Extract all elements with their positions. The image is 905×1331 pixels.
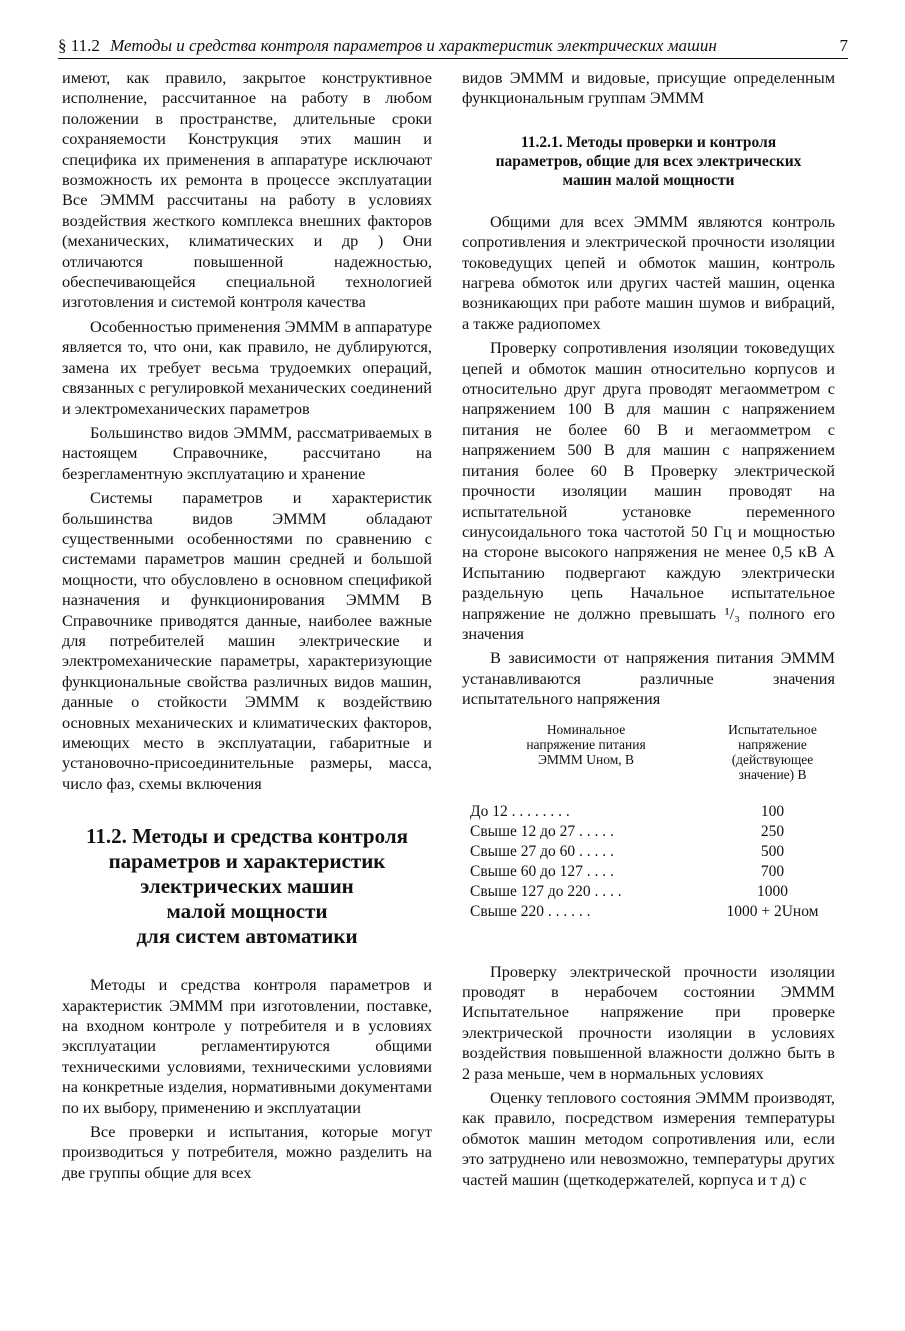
header-line: (действующее	[731, 751, 814, 767]
table-row	[462, 862, 835, 882]
test-voltage-cell: 500	[760, 842, 785, 860]
subsection-title	[468, 133, 829, 190]
test-voltage-table	[462, 722, 835, 922]
subsection-title-line: параметров, общие для всех электрических	[495, 152, 802, 170]
page-number: 7	[839, 36, 848, 55]
section-title-line: электрических машин	[140, 874, 354, 899]
paragraph: Все проверки и испытания, которые могут производиться у потребителя, можно разделить на две группы общие для всех	[62, 1122, 432, 1182]
table-row	[462, 882, 835, 902]
table-row	[462, 902, 835, 922]
header-line: ЭММM Uном, В	[537, 751, 635, 767]
subsection-title-line: машин малой мощности	[562, 171, 735, 189]
paragraph: имеют, как правило, закрытое конструктивное исполнение, рассчитанное на работу в любом положении в пространстве, длительные сроки сохраняемости Конструкция этих машин и специфика их применения в аппаратуре исключают возможность их ремонта в процессе эксплуатации Все ЭММM рассчитаны на работу в условиях воздействия жесткого комплекса внешних факторов (механических, климатических и др ) Они отличаются повышенной надежностью, обеспечивающейся специальной технологией изготовления и системой контроля качества	[62, 68, 432, 312]
header-line: напряжение питания	[526, 736, 646, 752]
paragraph: Методы и средства контроля параметров и характеристик ЭММM при изготовлении, поставке, на входном контроле у потребителя и в условиях эксплуатации регламентируются общими техническими условиями, техническими условиями на конкретные изделия, нормативными документами по их выбору, применению и эксплуатации	[62, 975, 432, 1117]
table-header-row	[462, 722, 835, 802]
voltage-range-cell: Свыше 220 . . . . . .	[470, 902, 591, 920]
paragraph: Особенностью применения ЭММM в аппаратуре является то, что они, как правило, не дублируются, замена их требует весьма трудоемких операций, связанных с регулировкой механических соединений и электромеханических параметров	[62, 316, 432, 418]
paragraph: Большинство видов ЭММM, рассматриваемых в настоящем Справочнике, рассчитано на безрегламентную эксплуатацию и хранение	[62, 422, 432, 483]
left-column	[62, 68, 432, 1187]
section-title	[62, 824, 432, 949]
paragraph: Системы параметров и характеристик большинства видов ЭММM обладают существенными особенностями по сравнению с системами параметров машин средней и большой мощности, что обусловлено в основном спецификой назначения и функционирования ЭММM В Справочнике приводятся данные, наиболее важные для потребителей машин электрические и электромеханические параметры, характеризующие функциональные свойства различных видов машин, данные о стойкости ЭММM к воздействию основных механических и климатических факторов, имеющих место в эксплуатации, габаритные и установочно-присоединительные размеры, масса, число фаз, схемы включения	[62, 488, 432, 793]
test-voltage-cell: 100	[760, 802, 785, 820]
running-head	[58, 30, 848, 59]
paragraph: В зависимости от напряжения питания ЭММM устанавливаются различные значения испытательного напряжения	[462, 648, 835, 709]
header-line: Испытательное	[728, 721, 817, 737]
test-voltage-cell: 700	[760, 862, 785, 880]
table-row	[462, 802, 835, 822]
section-title-line: 11.2. Методы и средства контроля	[86, 824, 408, 849]
voltage-range-cell: Свыше 27 до 60 . . . . .	[470, 842, 614, 860]
table-row	[462, 822, 835, 842]
voltage-range-cell: До 12 . . . . . . . .	[470, 802, 570, 820]
header-line: Номинальное	[546, 721, 626, 737]
section-title-line: параметров и характеристик	[108, 849, 386, 874]
header-test-voltage	[710, 722, 835, 802]
running-head-title-group	[58, 36, 717, 56]
header-line: значение) В	[738, 766, 807, 782]
header-nominal-voltage	[462, 722, 710, 802]
test-voltage-cell: 1000 + 2Uном	[726, 902, 819, 920]
running-head-section: § 11.2	[58, 36, 100, 55]
test-voltage-cell: 250	[760, 822, 785, 840]
header-line: напряжение	[738, 736, 807, 752]
subsection-title-line: 11.2.1. Методы проверки и контроля	[520, 133, 777, 151]
paragraph: Проверку сопротивления изоляции токоведущих цепей и обмоток машин относительно корпусов и относительно друг друга проводят мегаомметром с напряжением 100 В для машин с напряжением питания не более 60 В и мегаомметром с напряжением 500 В для машин с напряжением питания более 60 В Проверку электрической прочности изоляции машин проводят на испытательной установке переменного синусоидального тока частотой 50 Гц и мощностью на стороне высокого напряжения не менее 0,5 кВ А Испытанию подвергают каждую электрически раздельную цепь Начальное испытательное напряжение не должно превышать ¹/₃ полного его значения	[462, 338, 835, 643]
table-row	[462, 842, 835, 862]
paragraph: Общими для всех ЭММM являются контроль сопротивления и электрической прочности изоляции токоведущих цепей и обмоток машин, контроль нагрева обмоток или других частей машин, оценка возникающих при работе машин шумов и вибраций, а также радиопомех	[462, 211, 835, 333]
paragraph: Проверку электрической прочности изоляции проводят в нерабочем состоянии ЭММM Испытательное напряжение при проверке электрической прочности изоляции в условиях воздействия повышенной влажности должно быть в 2 раза меньше, чем в нормальных условиях	[462, 961, 835, 1083]
voltage-range-cell: Свыше 127 до 220 . . . .	[470, 882, 622, 900]
section-title-line: для систем автоматики	[136, 924, 358, 949]
section-title-line: малой мощности	[166, 899, 328, 924]
running-head-title: Методы и средства контроля параметров и характеристик электрических машин	[110, 36, 717, 55]
voltage-range-cell: Свыше 12 до 27 . . . . .	[470, 822, 614, 840]
right-column	[462, 68, 835, 1194]
paragraph: Оценку теплового состояния ЭММM производят, как правило, посредством измерения температуры обмоток машин методом сопротивления или, если это затруднено или невозможно, температуры других частей машин (щеткодержателей, корпуса и т д) с	[462, 1088, 835, 1189]
test-voltage-cell: 1000	[757, 882, 788, 900]
voltage-range-cell: Свыше 60 до 127 . . . .	[470, 862, 614, 880]
paragraph: видов ЭММM и видовые, присущие определенным функциональным группам ЭММM	[462, 68, 835, 108]
